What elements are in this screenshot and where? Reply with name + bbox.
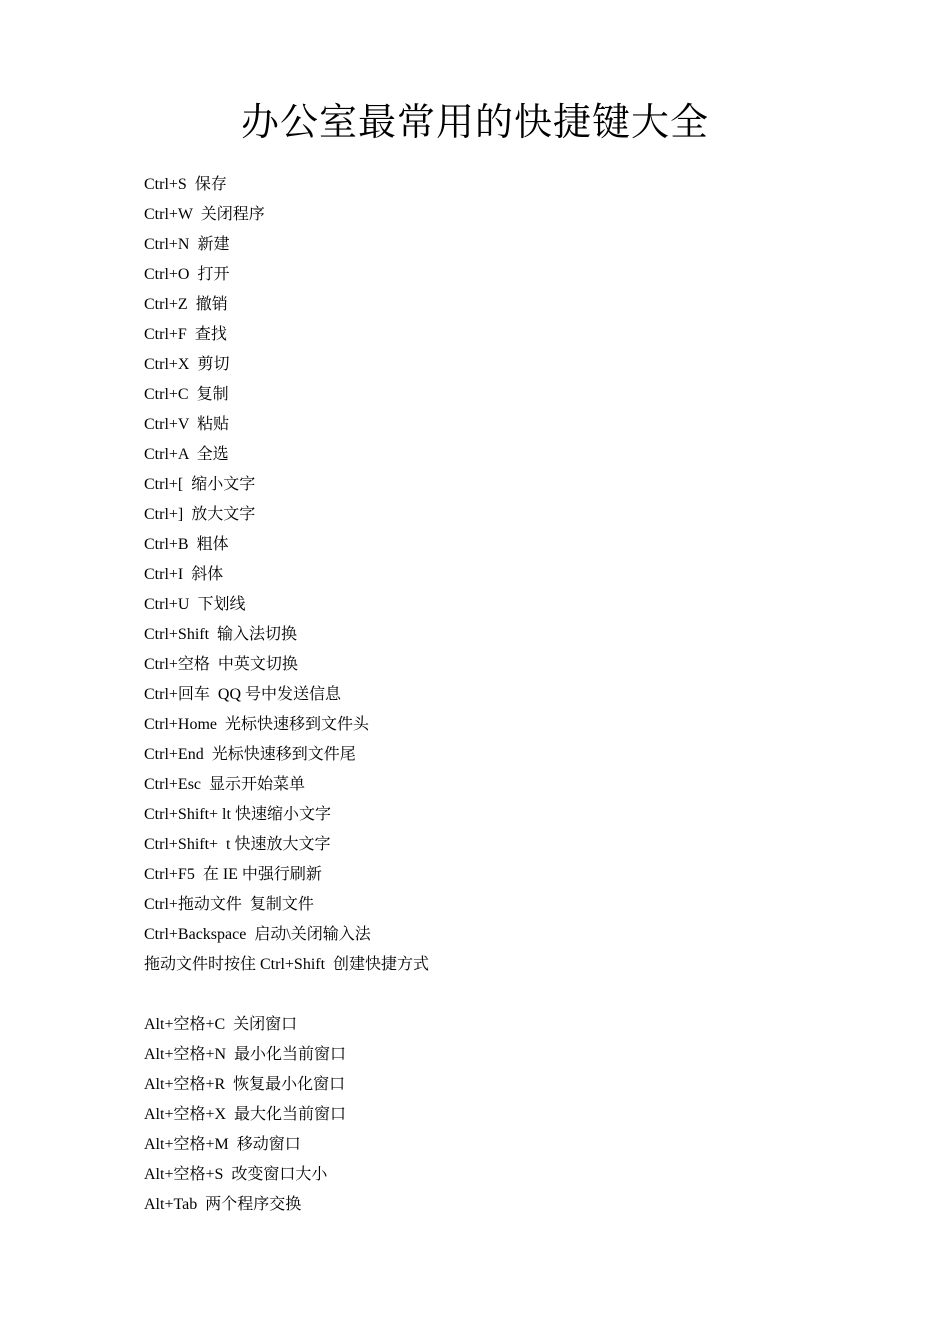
- shortcut-line: Ctrl+O 打开: [144, 266, 230, 283]
- shortcut-line: Ctrl+A 全选: [144, 446, 229, 463]
- shortcut-line: Ctrl+Z 撤销: [144, 296, 228, 313]
- shortcut-line: Ctrl+[ 缩小文字: [144, 476, 256, 493]
- shortcut-line: Ctrl+Home 光标快速移到文件头: [144, 716, 370, 733]
- shortcut-line: Ctrl+N 新建: [144, 236, 230, 253]
- shortcut-line: Alt+空格+X 最大化当前窗口: [144, 1106, 347, 1123]
- shortcut-line: Ctrl+W 关闭程序: [144, 206, 265, 223]
- shortcut-line: Ctrl+X 剪切: [144, 356, 230, 373]
- shortcut-line: Ctrl+] 放大文字: [144, 506, 256, 523]
- shortcut-line: Ctrl+U 下划线: [144, 596, 246, 613]
- blank-line: [144, 980, 429, 1010]
- shortcut-line: Ctrl+F5 在 IE 中强行刷新: [144, 866, 322, 883]
- shortcut-line: Ctrl+C 复制: [144, 386, 229, 403]
- shortcut-line: Ctrl+V 粘贴: [144, 416, 230, 433]
- shortcut-line: Ctrl+Shift+ t 快速放大文字: [144, 836, 331, 853]
- shortcut-line: 拖动文件时按住 Ctrl+Shift 创建快捷方式: [144, 956, 430, 973]
- shortcut-line: Alt+空格+N 最小化当前窗口: [144, 1046, 347, 1063]
- shortcut-line: Alt+空格+M 移动窗口: [144, 1136, 301, 1153]
- shortcut-line: Ctrl+Shift 输入法切换: [144, 626, 298, 643]
- shortcut-line: Ctrl+回车 QQ 号中发送信息: [144, 686, 342, 703]
- shortcut-line: Alt+空格+S 改变窗口大小: [144, 1166, 328, 1183]
- shortcut-line: Alt+空格+C 关闭窗口: [144, 1016, 298, 1033]
- shortcut-line: Ctrl+空格 中英文切换: [144, 656, 298, 673]
- shortcut-line: Alt+Tab 两个程序交换: [144, 1196, 302, 1213]
- shortcut-line: Ctrl+Esc 显示开始菜单: [144, 776, 306, 793]
- shortcut-line: Ctrl+S 保存: [144, 176, 227, 193]
- shortcut-line: Ctrl+End 光标快速移到文件尾: [144, 746, 356, 763]
- page-title: 办公室最常用的快捷键大全: [240, 100, 709, 144]
- shortcut-line: Ctrl+Shift+ lt 快速缩小文字: [144, 806, 331, 823]
- shortcut-list: [144, 170, 429, 1220]
- shortcut-line: Alt+空格+R 恢复最小化窗口: [144, 1076, 346, 1093]
- shortcut-line: Ctrl+拖动文件 复制文件: [144, 896, 314, 913]
- shortcut-line: Ctrl+I 斜体: [144, 566, 224, 583]
- shortcut-line: Ctrl+F 查找: [144, 326, 227, 343]
- shortcut-line: Ctrl+Backspace 启动\关闭输入法: [144, 926, 371, 943]
- shortcut-line: Ctrl+B 粗体: [144, 536, 229, 553]
